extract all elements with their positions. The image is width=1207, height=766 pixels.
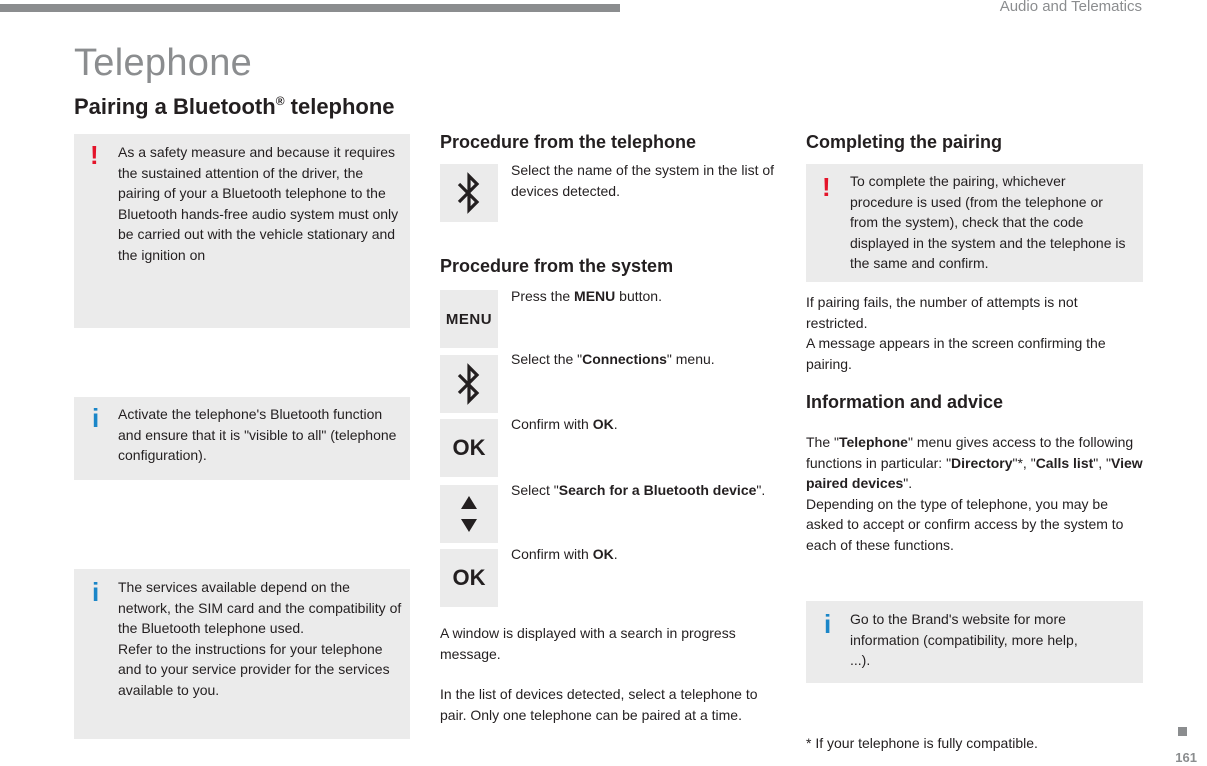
- ok-key-label: OK: [452, 565, 486, 590]
- warning-icon: !: [90, 140, 99, 170]
- up-down-arrows-icon: [457, 492, 481, 536]
- select-telephone-text: In the list of devices detected, select a telephone to pair. Only one telephone can be paired at a time.: [440, 686, 758, 723]
- info-icon: i: [92, 403, 100, 433]
- step-select-connections: Select the "Connections" menu.: [511, 351, 715, 367]
- menu-key-label: MENU: [445, 310, 493, 328]
- pairing-warning-box: [806, 164, 1143, 282]
- safety-warning-box: [74, 134, 410, 328]
- services-info-box: [74, 569, 410, 739]
- heading-completing-pairing: Completing the pairing: [806, 132, 1002, 152]
- bluetooth-tile: [440, 164, 498, 222]
- step-search-device: Select "Search for a Bluetooth device".: [511, 482, 766, 498]
- info-icon: i: [824, 609, 832, 639]
- safety-warning-text: As a safety measure and because it requires the sustained attention of the driver, the pairing of your a Bluetooth telephone to the Bluetooth hands-free audio system must only be carried out with the vehicle stationary and the ignition on: [118, 144, 399, 263]
- top-rule: [0, 4, 620, 12]
- ok-button-tile: [440, 549, 498, 607]
- page-number: 161: [1175, 750, 1197, 765]
- ok-key-label: OK: [452, 435, 486, 460]
- step-confirm-ok: Confirm with OK.: [511, 416, 618, 432]
- footnote: * If your telephone is fully compatible.: [806, 735, 1038, 751]
- services-info-text: The services available depend on the network, the SIM card and the compatibility of the Bluetooth telephone used. Refer to the instructions for your telephone and to your service provider for the services available to you.: [118, 579, 402, 698]
- ok-button-tile: [440, 419, 498, 477]
- warning-icon: !: [822, 172, 831, 202]
- pairing-fail-text: If pairing fails, the number of attempts is not restricted. A message appears in the screen confirming the pairing.: [806, 294, 1106, 372]
- website-info-box: [806, 601, 1143, 683]
- step-confirm-ok: Confirm with OK.: [511, 546, 618, 562]
- heading-procedure-telephone: Procedure from the telephone: [440, 132, 697, 152]
- bluetooth-icon: [454, 171, 484, 215]
- bluetooth-info-box: [74, 397, 410, 480]
- section-name: Audio and Telematics: [999, 0, 1142, 15]
- pairing-warning-text: To complete the pairing, whichever procedure is used (from the telephone or from the system), check that the code displayed in the system and the telephone is the same and confirm.: [850, 173, 1126, 272]
- arrows-tile: [440, 485, 498, 543]
- telephone-menu-text: The "Telephone" menu gives access to the following functions in particular: "Directory"*, "Calls list", "View paired devices". Depending on the type of telephone, you may be asked to accept or confirm access by the system to each of these functions.: [806, 434, 1143, 553]
- bluetooth-info-text: Activate the telephone's Bluetooth function and ensure that it is "visible to all" (telephone configuration).: [118, 406, 397, 464]
- menu-button-tile: [440, 290, 498, 348]
- bluetooth-icon: [454, 362, 484, 406]
- page-title: Telephone: [74, 42, 253, 84]
- heading-procedure-system: Procedure from the system: [440, 256, 674, 276]
- search-message-text: A window is displayed with a search in progress message.: [440, 625, 736, 662]
- page-subtitle: Pairing a Bluetooth® telephone: [74, 94, 395, 119]
- phone-step-text: Select the name of the system in the list of devices detected.: [511, 162, 775, 199]
- info-icon: i: [92, 577, 100, 607]
- website-info-text: Go to the Brand's website for more information (compatibility, more help, ...).: [850, 611, 1078, 669]
- page-marker: [1178, 727, 1187, 736]
- bluetooth-tile: [440, 355, 498, 413]
- heading-information-advice: Information and advice: [806, 392, 1004, 412]
- step-press-menu: Press the MENU button.: [511, 288, 662, 304]
